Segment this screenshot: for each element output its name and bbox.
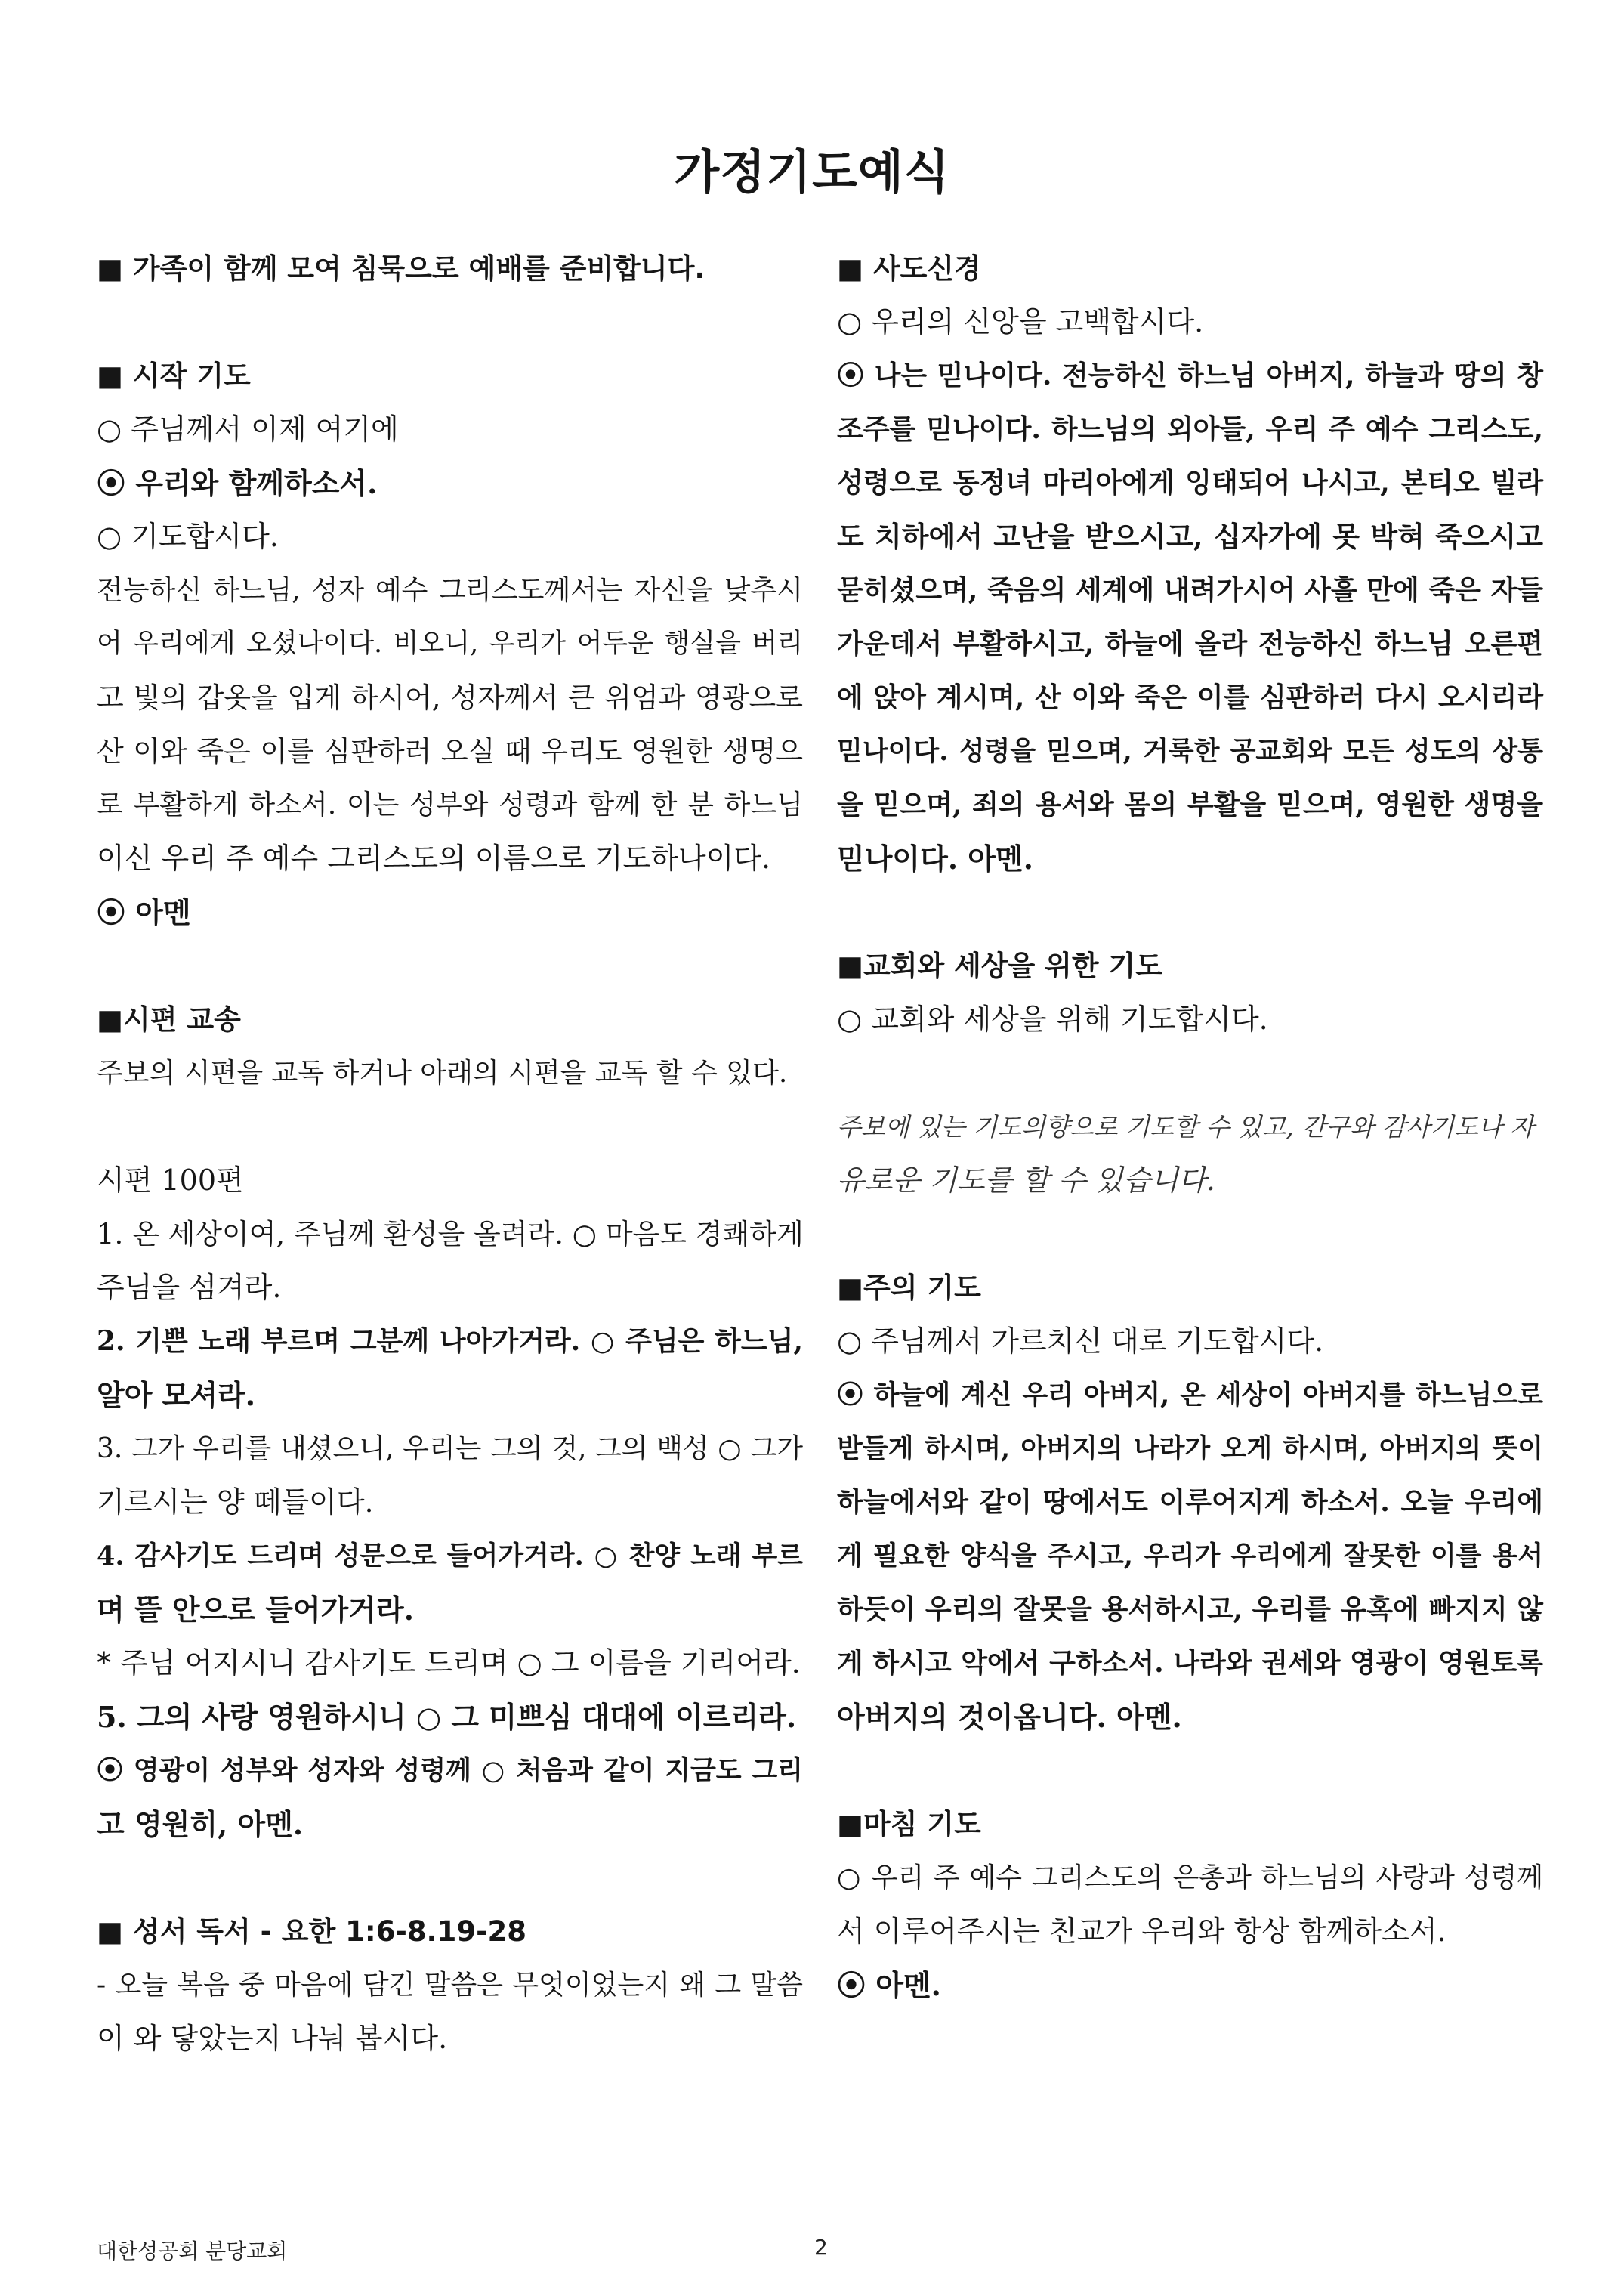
text-line: 어 우리에게 오셨나이다. 비오니, 우리가 어두운 행실을 버리 [97,629,803,659]
text-line: 서 이루어주시는 친교가 우리와 항상 함께하소서. [837,1914,1446,1948]
text-line: 전능하신 하느님, 성자 예수 그리스도께서는 자신을 낮추시 [97,575,803,606]
text-line: 이 와 닿았는지 나눠 봅시다. [97,2022,448,2055]
page-title: 가정기도예식 [674,144,950,199]
response-line: ⦿ 아멘. [837,1968,941,2002]
psalm-verse: 1. 온 세상이여, 주님께 환성을 올려라. ○ 마음도 경쾌하게 [97,1218,804,1250]
gloria-line: ⦿ 영광이 성부와 성자와 성령께 ○ 처음과 같이 지금도 그리 [97,1755,803,1786]
creed-line: 을 믿으며, 죄의 용서와 몸의 부활을 믿으며, 영원한 생명을 [837,789,1543,820]
creed-line: 가운데서 부활하시고, 하늘에 올라 전능하신 하느님 오른편 [837,628,1543,660]
prayer-line: 게 하시고 악에서 구하소서. 나라와 권세와 영광이 영원토록 [837,1647,1543,1679]
left-column [97,242,803,2066]
psalm-verse: 주님을 섬겨라. [97,1271,282,1304]
creed-line: 묻히셨으며, 죽음의 세계에 내려가시어 사흘 만에 죽은 자들 [837,574,1543,606]
creed-line: 도 치하에서 고난을 받으시고, 십자가에 못 박혀 죽으시고 [837,520,1543,553]
response-line: ⦿ 우리와 함께하소서. [97,466,378,500]
gloria-line: 고 영원히, 아멘. [97,1807,304,1841]
section-heading-reading: ■ 성서 독서 - 요한 1:6-8.19-28 [97,1915,526,1948]
text-line: ○ 우리의 신앙을 고백합시다. [837,305,1204,338]
prayer-line: ⦿ 하늘에 계신 우리 아버지, 온 세상이 아버지를 하느님으로 [837,1380,1543,1411]
section-heading-closing-prayer: ■마침 기도 [837,1808,981,1840]
psalm-verse: 2. 기쁜 노래 부르며 그분께 나아가거라. ○ 주님은 하느님, [97,1325,803,1357]
page-number: 2 [814,2235,828,2260]
section-heading-lords-prayer: ■주의 기도 [837,1272,981,1304]
creed-line: 믿나이다. 아멘. [837,842,1033,876]
section-heading-intercession: ■교회와 세상을 위한 기도 [837,950,1163,982]
prayer-line: 아버지의 것이옵니다. 아멘. [837,1700,1182,1734]
text-line: 고 빛의 갑옷을 입게 하시어, 성자께서 큰 위엄과 영광으로 [97,681,803,714]
section-heading-preparation: ■ 가족이 함께 모여 침묵으로 예배를 준비합니다. [97,252,705,285]
psalm-verse: 3. 그가 우리를 내셨으니, 우리는 그의 것, 그의 백성 ○ 그가 [97,1433,803,1464]
church-name: 대한성공회 분당교회 [97,2239,288,2264]
psalm-title: 시편 100편 [97,1163,244,1197]
prayer-line: 하늘에서와 같이 땅에서도 이루어지게 하소서. 오늘 우리에 [837,1486,1543,1518]
section-heading-psalm: ■시편 교송 [97,1003,241,1036]
text-line: ○ 주님께서 이제 여기에 [97,413,399,446]
response-line: ⦿ 아멘 [97,895,191,929]
instruction-note: 유로운 기도를 할 수 있습니다. [837,1163,1215,1197]
psalm-verse: 4. 감사기도 드리며 성문으로 들어가거라. ○ 찬양 노래 부르 [97,1541,803,1571]
psalm-verse: 기르시는 양 떼들이다. [97,1485,374,1519]
creed-line: 조주를 믿나이다. 하느님의 외아들, 우리 주 예수 그리스도, [837,413,1543,445]
right-column [837,242,1543,2012]
section-heading-opening-prayer: ■ 시작 기도 [97,360,251,392]
psalm-verse: 5. 그의 사랑 영원하시니 ○ 그 미쁘심 대대에 이르리라. [97,1700,797,1734]
creed-line: 에 앉아 계시며, 산 이와 죽은 이를 심판하러 다시 오시리라 [837,681,1543,713]
psalm-verse: * 주님 어지시니 감사기도 드리며 ○ 그 이름을 기리어라. [97,1646,801,1680]
prayer-line: 게 필요한 양식을 주시고, 우리가 우리에게 잘못한 이를 용서 [837,1541,1543,1571]
text-line: 산 이와 죽은 이를 심판하러 오실 때 우리도 영원한 생명으 [97,735,803,768]
text-line: ○ 교회와 세상을 위해 기도합시다. [837,1003,1268,1036]
prayer-line: 하듯이 우리의 잘못을 용서하시고, 우리를 유혹에 빠지지 않 [837,1593,1543,1625]
text-line: 이신 우리 주 예수 그리스도의 이름으로 기도하나이다. [97,842,771,875]
text-line: ○ 기도합시다. [97,520,279,553]
prayer-line: 받들게 하시며, 아버지의 나라가 오게 하시며, 아버지의 뜻이 [837,1433,1543,1464]
text-line: ○ 우리 주 예수 그리스도의 은총과 하느님의 사랑과 성령께 [837,1862,1543,1893]
text-line: 로 부활하게 하소서. 이는 성부와 성령과 함께 한 분 하느님 [97,790,803,820]
psalm-verse: 며 뜰 안으로 들어가거라. [97,1593,414,1627]
instruction-note: 주보에 있는 기도의향으로 기도할 수 있고, 간구와 감사기도나 자 [837,1112,1535,1142]
creed-line: ⦿ 나는 믿나이다. 전능하신 하느님 아버지, 하늘과 땅의 창 [837,360,1543,391]
text-line: - 오늘 복음 중 마음에 담긴 말씀은 무엇이었는지 왜 그 말씀 [97,1970,803,2001]
text-line: 주보의 시편을 교독 하거나 아래의 시편을 교독 할 수 있다. [97,1058,788,1089]
psalm-verse: 알아 모셔라. [97,1378,255,1412]
creed-line: 성령으로 동정녀 마리아에게 잉태되어 나시고, 본티오 빌라 [837,467,1543,499]
section-heading-creed: ■ 사도신경 [837,252,981,285]
text-line: ○ 주님께서 가르치신 대로 기도합시다. [837,1324,1324,1358]
creed-line: 믿나이다. 성령을 믿으며, 거룩한 공교회와 모든 성도의 상통 [837,736,1543,767]
